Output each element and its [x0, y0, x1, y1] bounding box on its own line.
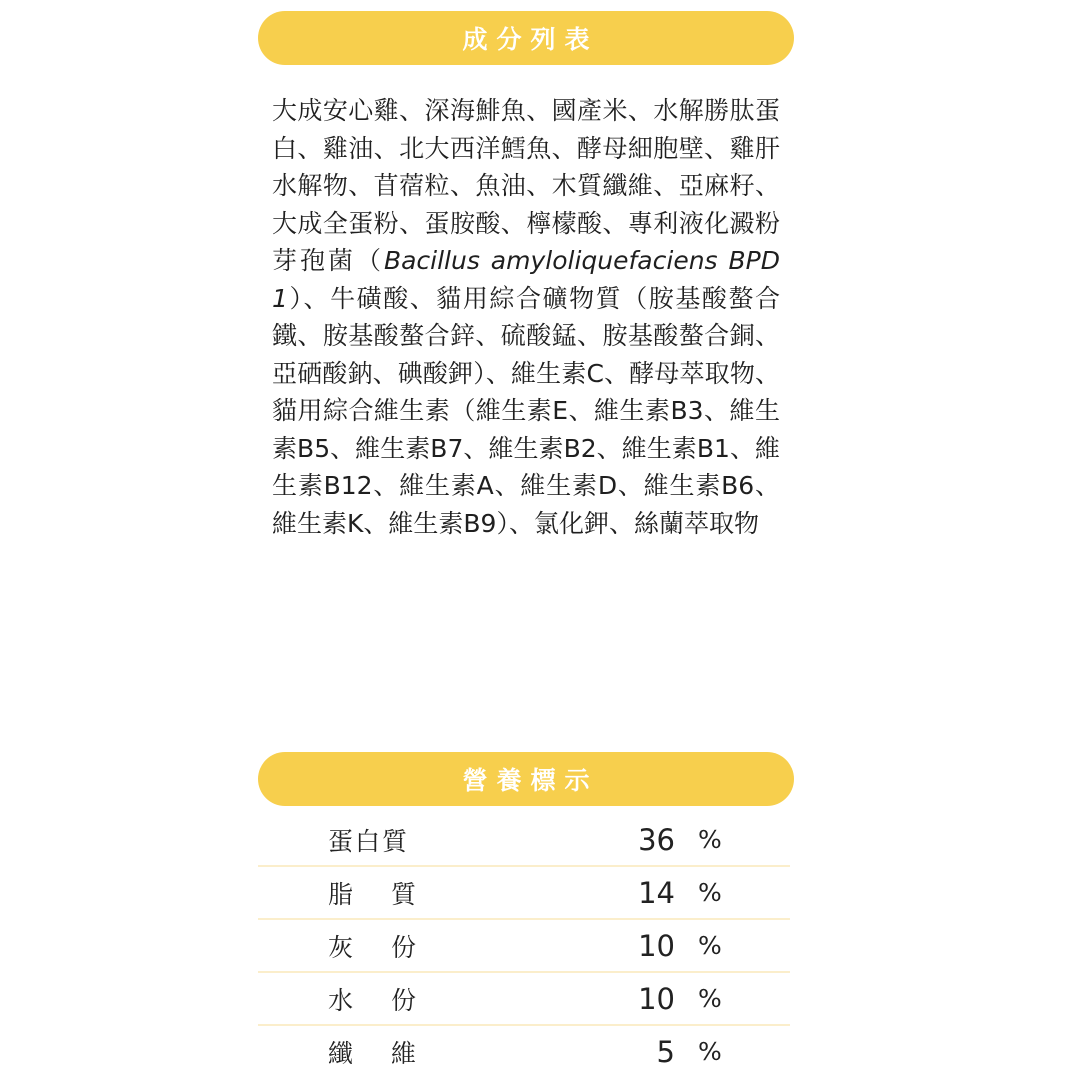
- nutrient-name-char1: 水: [328, 985, 356, 1015]
- nutrient-name-char1: 灰: [328, 932, 356, 962]
- nutrition-header: [258, 752, 794, 806]
- nutrient-unit: %: [698, 825, 722, 854]
- nutrient-name-char2: 質: [390, 879, 418, 909]
- nutrient-name: [328, 981, 418, 1017]
- nutrient-name-char1: 脂: [328, 879, 356, 909]
- nutrition-row-ash: [258, 920, 790, 973]
- nutrient-value: 10: [638, 981, 675, 1016]
- nutrient-name: [328, 928, 418, 964]
- nutrition-row-moisture: [258, 973, 790, 1026]
- nutrient-value: 10: [638, 928, 675, 963]
- ingredients-text-part2: ）、牛磺酸、貓用綜合礦物質（胺基酸螯合鐵、胺基酸螯合鋅、硫酸錳、胺基酸螯合銅、亞硒酸鈉、碘酸鉀）、維生素C、酵母萃取物、貓用綜合維生素（維生素E、維生素B3、維生素B5、維生素B7、維生素B2、維生素B1、維生素B12、維生素A、維生素D、維生素B6、維生素K、維生素B9）、氯化鉀、絲蘭萃取物: [272, 283, 780, 538]
- nutrition-table: [258, 814, 790, 1077]
- nutrition-row-fiber: [258, 1026, 790, 1077]
- nutrient-name: [328, 875, 418, 911]
- nutrient-value: 36: [638, 822, 675, 857]
- nutrient-unit: %: [698, 1037, 722, 1066]
- ingredients-title: 成分列表: [462, 25, 599, 54]
- nutrient-name-char2: 份: [390, 985, 418, 1015]
- ingredients-list: [272, 92, 780, 542]
- nutrient-value: 14: [638, 875, 675, 910]
- nutrient-name-text: 蛋白質: [328, 826, 410, 856]
- nutrition-title: 營養標示: [462, 766, 599, 795]
- ingredients-header: [258, 11, 794, 65]
- ingredients-text-part1: 大成安心雞、深海鯡魚、國產米、水解勝肽蛋白、雞油、北大西洋鱈魚、酵母細胞壁、雞肝水解物、苜蓿粒、魚油、木質纖維、亞麻籽、大成全蛋粉、蛋胺酸、檸檬酸、專利液化澱粉芽孢菌（: [272, 96, 780, 275]
- nutrition-row-protein: [258, 814, 790, 867]
- nutrient-name-char2: 維: [390, 1038, 418, 1068]
- nutrient-name: [328, 822, 418, 858]
- ingredients-latin-name: Bacillus amyloliquefaciens BPD1: [272, 246, 780, 313]
- nutrient-value: 5: [656, 1034, 675, 1069]
- nutrient-unit: %: [698, 931, 722, 960]
- nutrient-unit: %: [698, 878, 722, 907]
- nutrient-name-char1: 纖: [328, 1038, 356, 1068]
- nutrient-name-char2: 份: [390, 932, 418, 962]
- nutrient-name: [328, 1034, 418, 1070]
- nutrition-row-fat: [258, 867, 790, 920]
- nutrient-unit: %: [698, 984, 722, 1013]
